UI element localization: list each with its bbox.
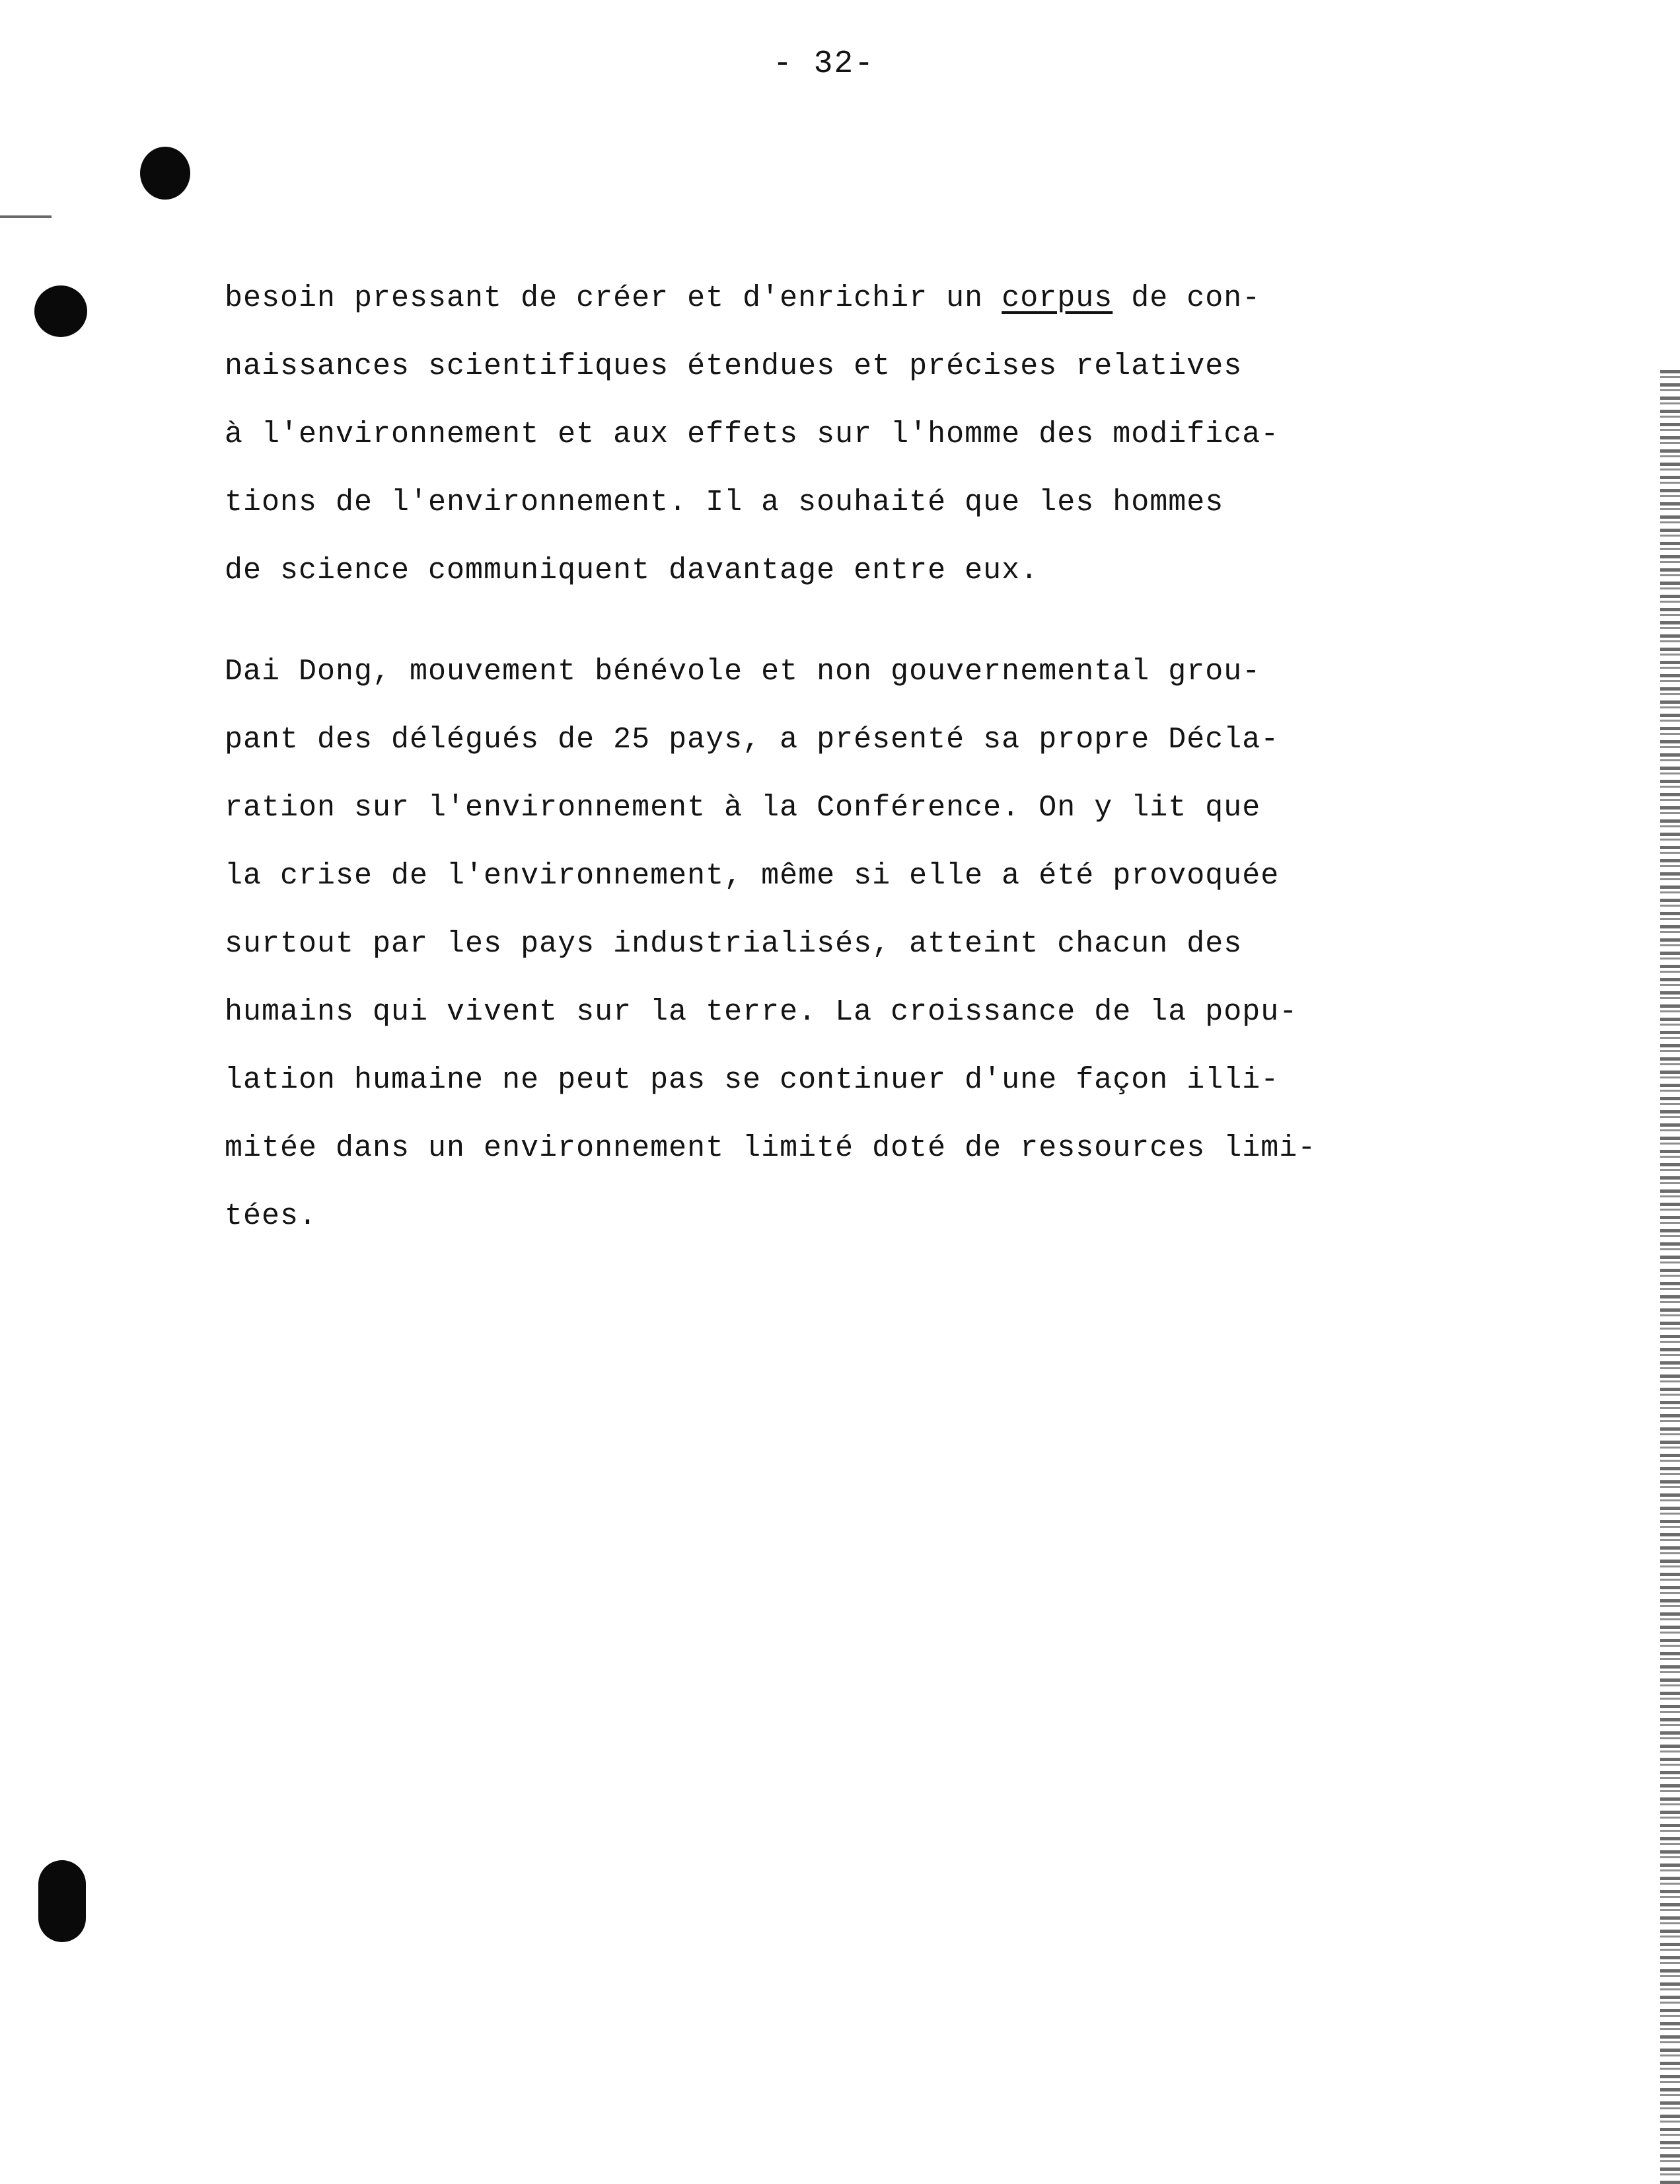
paragraph-line: la crise de l'environnement, même si elle a été provoquée (225, 859, 1280, 893)
punch-hole-bottom (38, 1860, 86, 1942)
scan-margin-mark (0, 215, 52, 218)
paragraph-line: ration sur l'environnement à la Conférence. On y lit que (225, 791, 1261, 825)
paragraph-line: tions de l'environnement. Il a souhaité que les hommes (225, 486, 1224, 519)
underlined-term: corpus (1002, 282, 1113, 315)
paragraph-line: pant des délégués de 25 pays, a présenté sa propre Décla- (225, 723, 1280, 757)
paragraph-2 (225, 638, 1453, 1250)
line-text: besoin pressant de créer et d'enrichir un (225, 282, 1002, 315)
paragraph-line (225, 264, 1453, 332)
paragraph-line: de science communiquent davantage entre eux. (225, 554, 1039, 587)
paragraph-line: lation humaine ne peut pas se continuer d'une façon illi- (225, 1063, 1280, 1097)
page-number: - 32- (773, 46, 875, 82)
paragraph-line: mitée dans un environnement limité doté de ressources limi- (225, 1131, 1317, 1165)
paragraph-line: naissances scientifiques étendues et précises relatives (225, 350, 1243, 383)
paragraph-line: humains qui vivent sur la terre. La croissance de la popu- (225, 995, 1298, 1029)
paragraph-1 (225, 264, 1453, 605)
punch-hole-top (140, 147, 190, 200)
paragraph-line: à l'environnement et aux effets sur l'homme des modifica- (225, 418, 1280, 451)
paragraph-line: tées. (225, 1199, 318, 1233)
punch-hole-upper (34, 285, 87, 337)
paragraph-line: surtout par les pays industrialisés, atteint chacun des (225, 927, 1243, 961)
scan-edge-artifact (1660, 370, 1680, 2184)
line-text: de con- (1113, 282, 1261, 315)
paragraph-line: Dai Dong, mouvement bénévole et non gouvernemental grou- (225, 655, 1261, 689)
